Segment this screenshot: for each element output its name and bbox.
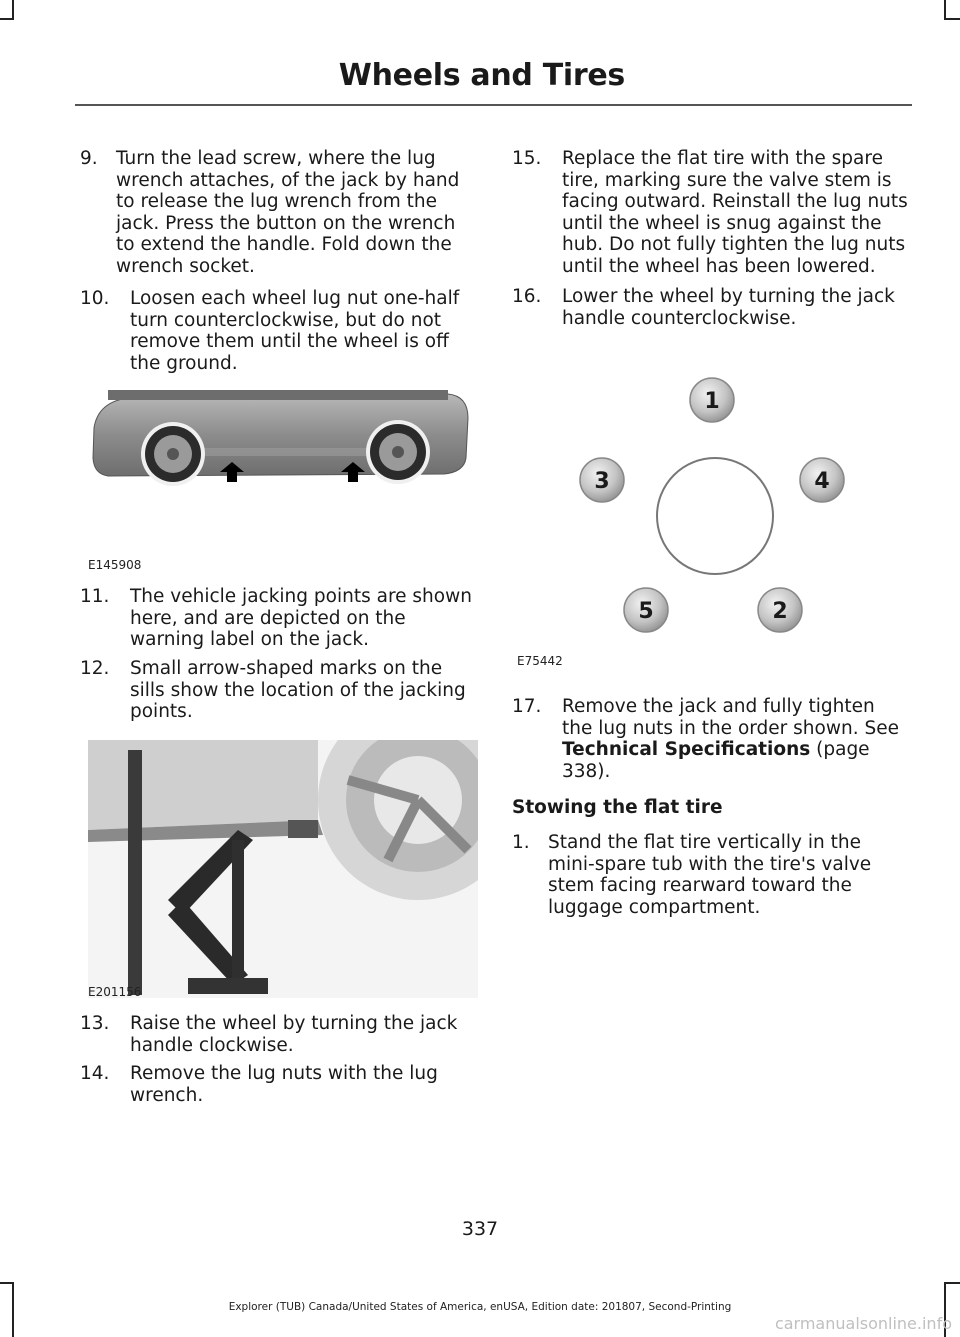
step-15 [512, 148, 910, 277]
page-number: 337 [461, 1218, 499, 1240]
header-divider [75, 104, 912, 106]
step-number: 11. [80, 586, 110, 607]
figure-code: E75442 [517, 654, 563, 668]
step-text [512, 696, 910, 782]
lug-label-1: 1 [704, 389, 720, 414]
technical-specifications-link[interactable]: Technical Specifications [562, 739, 811, 760]
step-17 [512, 696, 910, 782]
footer-text: Explorer (TUB) Canada/United States of America, enUSA, Edition date: 201807, Second-Printing [228, 1301, 732, 1313]
page-title: Wheels and Tires [338, 58, 625, 93]
step-10 [80, 288, 478, 374]
step-text: Loosen each wheel lug nut one-half turn counterclockwise, but do not remove them until the wheel is off the ground. [130, 288, 460, 374]
step-text: Raise the wheel by turning the jack handle clockwise. [130, 1013, 458, 1056]
step-text-after: (page 338). [562, 739, 870, 782]
step-number: 1. [512, 832, 530, 853]
step-number: 14. [80, 1063, 110, 1084]
step-16 [512, 286, 910, 329]
step-text: Turn the lead screw, where the lug wrench attaches, of the jack by hand to release the lug wrench from the jack. Press the button on the wrench to extend the handle. Fold down the wrench socket. [116, 148, 460, 277]
lug-nut-order-figure [560, 370, 860, 640]
stow-step-1 [512, 832, 910, 918]
step-number: 12. [80, 658, 110, 679]
step-text: Remove the lug nuts with the lug wrench. [130, 1063, 438, 1106]
lug-label-5: 5 [638, 599, 654, 624]
figure-code: E145908 [88, 558, 142, 572]
lug-label-3: 3 [594, 469, 610, 494]
crop-mark [12, 0, 14, 20]
step-text: Stand the flat tire vertically in the mini-spare tub with the tire's valve stem facing rearward toward the luggage compartment. [548, 832, 872, 918]
step-text: Small arrow-shaped marks on the sills show the location of the jacking points. [130, 658, 466, 722]
vehicle-jacking-points-figure [88, 388, 473, 506]
step-12 [80, 658, 478, 723]
crop-mark [0, 1282, 14, 1284]
step-text: Replace the flat tire with the spare tire, marking sure the valve stem is facing outward. Reinstall the lug nuts until the wheel is snug against the hub. Do not fully tighten the lug nuts until the wheel has been lowered. [562, 148, 908, 277]
step-number: 17. [512, 696, 542, 717]
step-number: 15. [512, 148, 542, 169]
step-text: The vehicle jacking points are shown here, and are depicted on the warning label on the jack. [130, 586, 472, 650]
step-11 [80, 586, 478, 651]
watermark: carmanualsonline.info [774, 1314, 952, 1333]
step-text: Lower the wheel by turning the jack handle counterclockwise. [562, 286, 895, 329]
crop-mark [944, 1282, 960, 1284]
lug-label-4: 4 [814, 469, 830, 494]
step-number: 9. [80, 148, 98, 169]
crop-mark [944, 18, 960, 20]
step-number: 16. [512, 286, 542, 307]
step-14 [80, 1063, 478, 1106]
step-number: 10. [80, 288, 110, 309]
figure-code: E201156 [88, 985, 142, 999]
crop-mark [944, 0, 946, 20]
step-13 [80, 1013, 478, 1056]
step-number: 13. [80, 1013, 110, 1034]
scissor-jack-figure [88, 740, 478, 998]
step-text-before: Remove the jack and fully tighten the lug nuts in the order shown. See [562, 696, 899, 739]
lug-label-2: 2 [772, 599, 788, 624]
section-heading: Stowing the flat tire [512, 797, 723, 818]
step-9 [80, 148, 478, 277]
crop-mark [0, 18, 14, 20]
